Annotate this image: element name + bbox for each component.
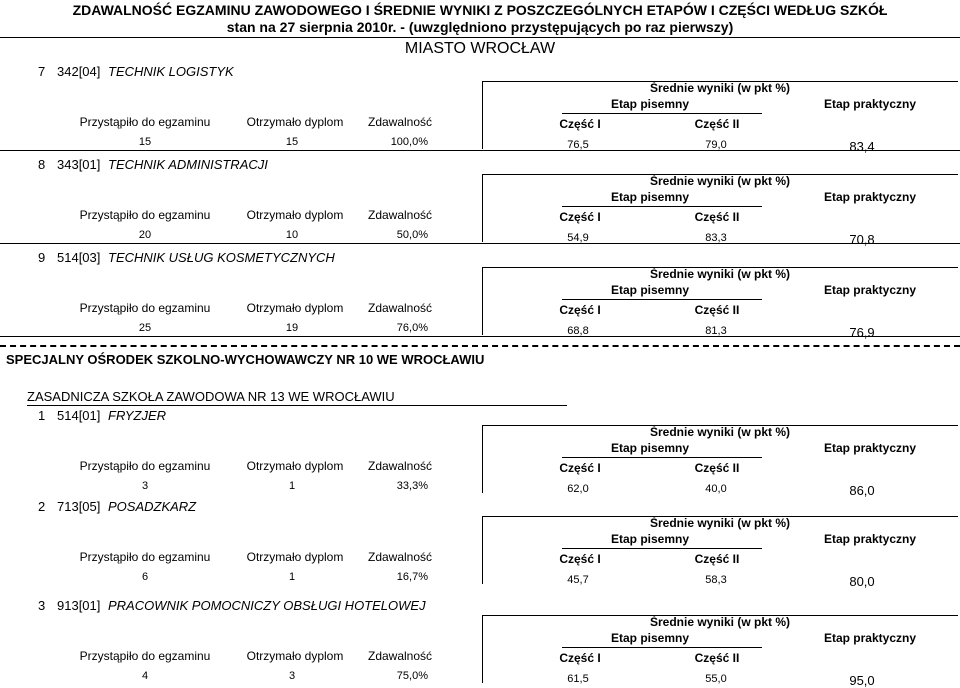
center-name: SPECJALNY OŚRODEK SZKOLNO-WYCHOWAWCZY NR 10 WE WROCŁAWIU	[6, 352, 485, 367]
profession-name: POSADZKARZ	[108, 499, 197, 514]
etap-pisemny-header: Etap pisemny	[610, 97, 690, 111]
city-heading: MIASTO WROCŁAW	[404, 40, 556, 57]
czesc-1-value: 76,5	[567, 139, 589, 151]
results-panel-left-border	[482, 425, 483, 493]
etap-pisemny-underline	[562, 299, 762, 300]
czesc-1-value: 45,7	[567, 574, 589, 586]
profession-number: 3	[38, 598, 46, 613]
czesc-2-value: 58,3	[705, 574, 727, 586]
czesc-1-header: Część I	[559, 117, 601, 131]
czesc-2-value: 55,0	[705, 673, 727, 685]
otrzymalo-value: 1	[288, 480, 296, 492]
czesc-2-value: 40,0	[705, 483, 727, 495]
przystapilo-header: Przystąpiło do egzaminu	[79, 208, 211, 222]
results-panel-left-border	[482, 267, 483, 335]
etap-pisemny-header: Etap pisemny	[610, 441, 690, 455]
otrzymalo-header: Otrzymało dyplom	[246, 208, 344, 222]
profession-code: 713[05]	[57, 499, 101, 514]
header-divider	[0, 37, 960, 38]
school-name: ZASADNICZA SZKOŁA ZAWODOWA NR 13 WE WROCŁAWIU	[27, 389, 395, 404]
profession-name: FRYZJER	[108, 408, 167, 423]
etap-pisemny-underline	[562, 548, 762, 549]
przystapilo-value: 15	[138, 136, 152, 148]
profession-code: 343[01]	[57, 157, 101, 172]
przystapilo-value: 20	[138, 229, 152, 241]
srednie-wyniki-header: Średnie wyniki (w pkt %)	[649, 81, 791, 95]
school-underline	[27, 405, 567, 406]
otrzymalo-value: 19	[285, 322, 299, 334]
zdawalnosc-value: 100,0%	[390, 136, 428, 148]
profession-number: 8	[38, 157, 46, 172]
profession-divider	[0, 336, 960, 337]
srednie-wyniki-header: Średnie wyniki (w pkt %)	[649, 425, 791, 439]
zdawalnosc-header: Zdawalność	[367, 301, 433, 315]
przystapilo-header: Przystąpiło do egzaminu	[79, 550, 211, 564]
etap-pisemny-header: Etap pisemny	[610, 190, 690, 204]
czesc-2-value: 83,3	[705, 232, 727, 244]
zdawalnosc-value: 16,7%	[396, 571, 428, 583]
profession-divider	[0, 150, 960, 151]
otrzymalo-header: Otrzymało dyplom	[246, 301, 344, 315]
czesc-1-value: 68,8	[567, 325, 589, 337]
results-panel-left-border	[482, 516, 483, 584]
zdawalnosc-value: 33,3%	[396, 480, 428, 492]
etap-praktyczny-value: 80,0	[849, 574, 875, 589]
section-dashed-divider	[0, 345, 960, 347]
przystapilo-header: Przystąpiło do egzaminu	[79, 115, 211, 129]
report-subtitle: stan na 27 sierpnia 2010r. - (uwzględniono przystępujących po raz pierwszy)	[226, 19, 734, 35]
czesc-2-header: Część II	[694, 552, 740, 566]
zdawalnosc-value: 75,0%	[396, 670, 428, 682]
etap-praktyczny-value: 76,9	[849, 325, 875, 340]
etap-pisemny-header: Etap pisemny	[610, 532, 690, 546]
results-panel-left-border	[482, 174, 483, 242]
etap-praktyczny-header: Etap praktyczny	[823, 283, 917, 297]
przystapilo-header: Przystąpiło do egzaminu	[79, 301, 211, 315]
otrzymalo-header: Otrzymało dyplom	[246, 459, 344, 473]
srednie-wyniki-header: Średnie wyniki (w pkt %)	[649, 267, 791, 281]
etap-praktyczny-header: Etap praktyczny	[823, 532, 917, 546]
przystapilo-header: Przystąpiło do egzaminu	[79, 459, 211, 473]
profession-number: 2	[38, 499, 46, 514]
otrzymalo-value: 10	[285, 229, 299, 241]
etap-praktyczny-header: Etap praktyczny	[823, 190, 917, 204]
czesc-1-header: Część I	[559, 461, 601, 475]
etap-pisemny-underline	[562, 206, 762, 207]
etap-praktyczny-header: Etap praktyczny	[823, 631, 917, 645]
zdawalnosc-header: Zdawalność	[367, 459, 433, 473]
zdawalnosc-header: Zdawalność	[367, 550, 433, 564]
zdawalnosc-header: Zdawalność	[367, 649, 433, 663]
czesc-2-header: Część II	[694, 461, 740, 475]
profession-name: PRACOWNIK POMOCNICZY OBSŁUGI HOTELOWEJ	[108, 598, 426, 613]
czesc-1-value: 54,9	[567, 232, 589, 244]
przystapilo-header: Przystąpiło do egzaminu	[79, 649, 211, 663]
etap-praktyczny-value: 95,0	[849, 673, 875, 688]
zdawalnosc-header: Zdawalność	[367, 208, 433, 222]
czesc-2-header: Część II	[694, 651, 740, 665]
otrzymalo-value: 3	[288, 670, 296, 682]
czesc-2-header: Część II	[694, 117, 740, 131]
czesc-2-header: Część II	[694, 210, 740, 224]
przystapilo-value: 3	[141, 480, 149, 492]
czesc-1-header: Część I	[559, 651, 601, 665]
profession-divider	[0, 243, 960, 244]
profession-name: TECHNIK ADMINISTRACJI	[108, 157, 268, 172]
profession-code: 514[03]	[57, 250, 101, 265]
czesc-1-value: 61,5	[567, 673, 589, 685]
profession-name: TECHNIK USŁUG KOSMETYCZNYCH	[108, 250, 335, 265]
results-panel-left-border	[482, 615, 483, 683]
zdawalnosc-value: 50,0%	[396, 229, 428, 241]
etap-praktyczny-value: 86,0	[849, 483, 875, 498]
profession-code: 342[04]	[57, 64, 101, 79]
zdawalnosc-header: Zdawalność	[367, 115, 433, 129]
etap-pisemny-underline	[562, 647, 762, 648]
profession-code: 913[01]	[57, 598, 101, 613]
profession-code: 514[01]	[57, 408, 101, 423]
przystapilo-value: 6	[141, 571, 149, 583]
etap-praktyczny-value: 70,8	[849, 232, 875, 247]
czesc-2-value: 81,3	[705, 325, 727, 337]
etap-praktyczny-value: 83,4	[849, 139, 875, 154]
etap-pisemny-header: Etap pisemny	[610, 631, 690, 645]
profession-number: 7	[38, 64, 46, 79]
etap-pisemny-header: Etap pisemny	[610, 283, 690, 297]
przystapilo-value: 25	[138, 322, 152, 334]
profession-name: TECHNIK LOGISTYK	[108, 64, 234, 79]
otrzymalo-value: 1	[288, 571, 296, 583]
srednie-wyniki-header: Średnie wyniki (w pkt %)	[649, 174, 791, 188]
czesc-1-header: Część I	[559, 303, 601, 317]
results-panel-left-border	[482, 81, 483, 149]
otrzymalo-header: Otrzymało dyplom	[246, 115, 344, 129]
etap-pisemny-underline	[562, 113, 762, 114]
czesc-1-value: 62,0	[567, 483, 589, 495]
przystapilo-value: 4	[141, 670, 149, 682]
report-title: ZDAWALNOŚĆ EGZAMINU ZAWODOWEGO I ŚREDNIE WYNIKI Z POSZCZEGÓLNYCH ETAPÓW I CZĘŚCI WEDŁUG SZKÓŁ	[72, 2, 888, 18]
czesc-1-header: Część I	[559, 210, 601, 224]
otrzymalo-value: 15	[285, 136, 299, 148]
etap-pisemny-underline	[562, 457, 762, 458]
srednie-wyniki-header: Średnie wyniki (w pkt %)	[649, 516, 791, 530]
profession-number: 9	[38, 250, 46, 265]
srednie-wyniki-header: Średnie wyniki (w pkt %)	[649, 615, 791, 629]
otrzymalo-header: Otrzymało dyplom	[246, 649, 344, 663]
etap-praktyczny-header: Etap praktyczny	[823, 97, 917, 111]
czesc-2-value: 79,0	[705, 139, 727, 151]
profession-number: 1	[38, 408, 46, 423]
otrzymalo-header: Otrzymało dyplom	[246, 550, 344, 564]
czesc-2-header: Część II	[694, 303, 740, 317]
etap-praktyczny-header: Etap praktyczny	[823, 441, 917, 455]
czesc-1-header: Część I	[559, 552, 601, 566]
zdawalnosc-value: 76,0%	[396, 322, 428, 334]
